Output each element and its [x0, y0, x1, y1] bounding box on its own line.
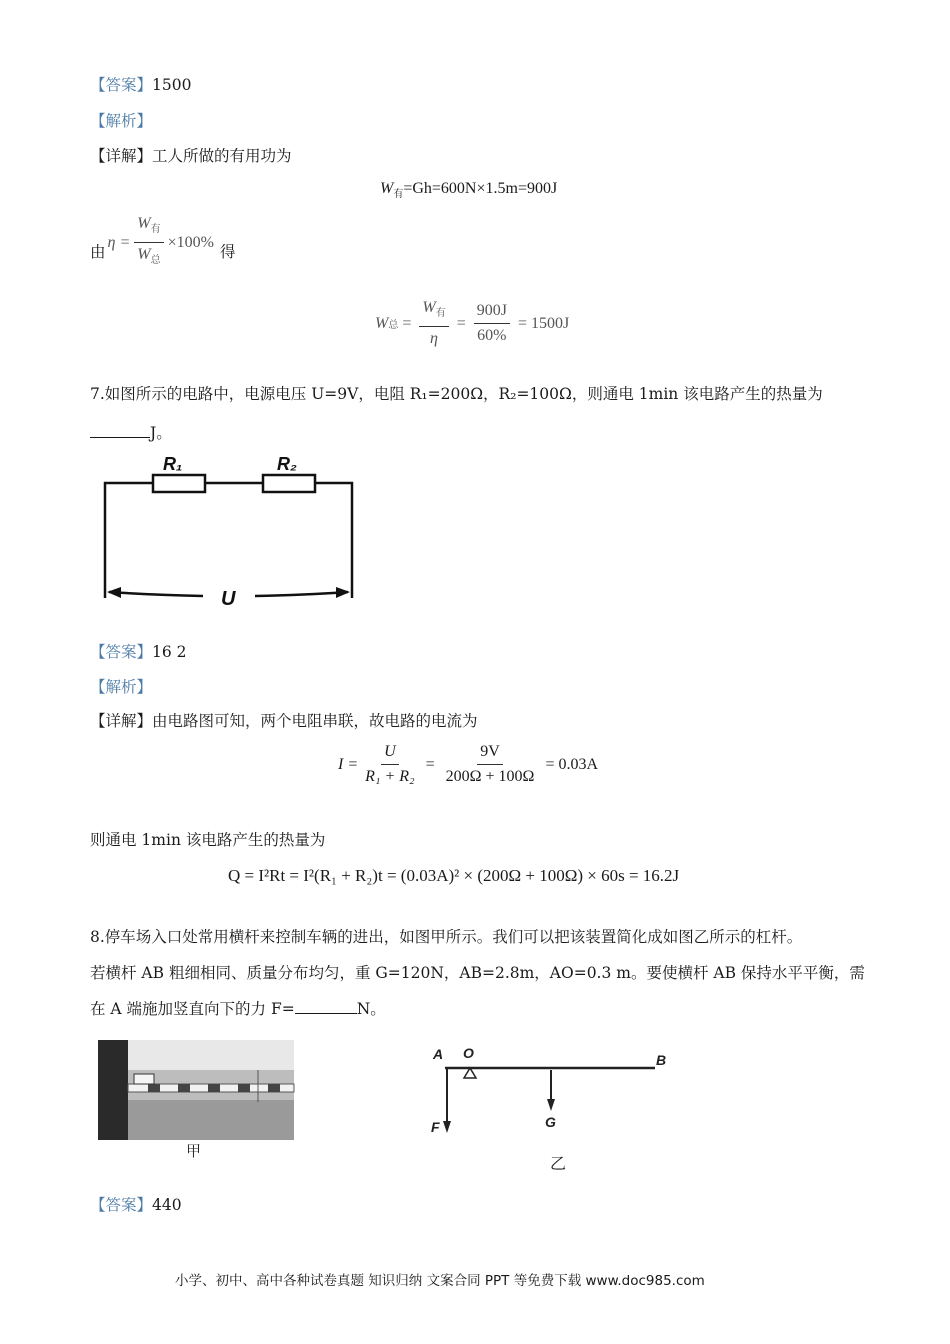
caption-yi: 乙: [550, 1156, 567, 1173]
q8-photo-barrier: [98, 1040, 298, 1170]
answer-blank: [90, 421, 150, 438]
q6-efficiency-formula: 由 η = $\frac{W_有}{W_总}$ ×100% 得: [90, 214, 235, 271]
q8-question-line1: 8.停车场入口处常用横杆来控制车辆的进出，如图甲所示。我们可以把该装置简化成如图乙所示的杠杆。: [90, 928, 803, 946]
wire-left: [105, 483, 153, 598]
q6-equation-total-work: W 总 = $\frac{W_有}{\eta}$ = $\frac{900J}{60\%}$ = 1500J: [375, 299, 570, 348]
resistor-r1: [153, 475, 205, 492]
q6-detail-line: [90, 145, 292, 167]
detail-text: 工人所做的有用功为: [152, 147, 292, 165]
q8-answer-line: 【答案】440: [90, 1196, 182, 1214]
fulcrum-triangle: [464, 1068, 476, 1078]
q7-question-line2: J。: [90, 421, 172, 444]
answer-tag: 【答案】: [90, 76, 153, 94]
q7-equation-heat: Q = I²Rt = I²(R₁ + R₂)t = (0.03A)² × (200Ω + 100Ω) × 60s = 16.2J: [228, 866, 680, 885]
q8-question-line2: 若横杆 AB 粗细相同、质量分布均匀，重 G=120N，AB=2.8m，AO=0.3 m。要使横杆 AB 保持水平平衡，需: [90, 964, 865, 982]
label-f: F: [431, 1119, 440, 1135]
page-footer: 小学、初中、高中各种试卷真题 知识归纳 文案合同 PPT 等免费下载 www.doc985.com: [175, 1273, 705, 1289]
voltage-arrow-right: [255, 592, 348, 596]
label-b: B: [656, 1052, 667, 1068]
barrier-box: [98, 1040, 128, 1140]
caption-jia: 甲: [186, 1143, 202, 1160]
resistor-r2: [263, 475, 315, 492]
q7-analysis-tag: 【解析】: [90, 678, 153, 696]
detail-tag: 【详解】: [90, 147, 153, 165]
efficiency-fraction: $\frac{W_有}{W_总}$: [134, 214, 163, 271]
q6-equation-useful-work: $W_有=Gh=600N\times 1.5m=900J$: [380, 180, 558, 201]
label-r1: R₁: [163, 454, 183, 474]
label-u: U: [221, 588, 236, 610]
label-a: A: [433, 1046, 444, 1062]
answer-blank: [295, 997, 357, 1014]
q8-question-line3: 在 A 端施加竖直向下的力 F= N。: [90, 997, 386, 1020]
q7-question-line1: 7.如图所示的电路中，电源电压 U=9V，电阻 R₁=200Ω，R₂=100Ω，则通电 1min 该电路产生的热量为: [90, 385, 823, 403]
q8-lever-diagram: [425, 1045, 675, 1175]
arrowhead-left: [107, 587, 121, 598]
q7-heat-text: 则通电 1min 该电路产生的热量为: [90, 831, 326, 849]
q6-analysis-tag: 【解析】: [90, 112, 153, 130]
voltage-arrow-left: [109, 592, 203, 596]
label-r2: R₂: [277, 454, 297, 474]
label-o: O: [463, 1045, 474, 1061]
q7-equation-current: I = $\frac{U}{\text{R₁ + R₂}}$ = $\frac{9V}{200\Omega + 100\Omega}$ = 0.03A: [338, 743, 599, 785]
q7-detail-line: 【详解】由电路图可知，两个电阻串联，故电路的电流为: [90, 712, 478, 730]
answer-value: 1500: [152, 76, 192, 94]
wire-right: [315, 483, 352, 598]
q7-circuit-diagram: [95, 448, 365, 613]
q7-answer-line: 【答案】16 2: [90, 643, 187, 661]
q6-answer-line: [90, 74, 191, 96]
label-g: G: [545, 1114, 556, 1130]
arrowhead-right: [336, 587, 350, 598]
